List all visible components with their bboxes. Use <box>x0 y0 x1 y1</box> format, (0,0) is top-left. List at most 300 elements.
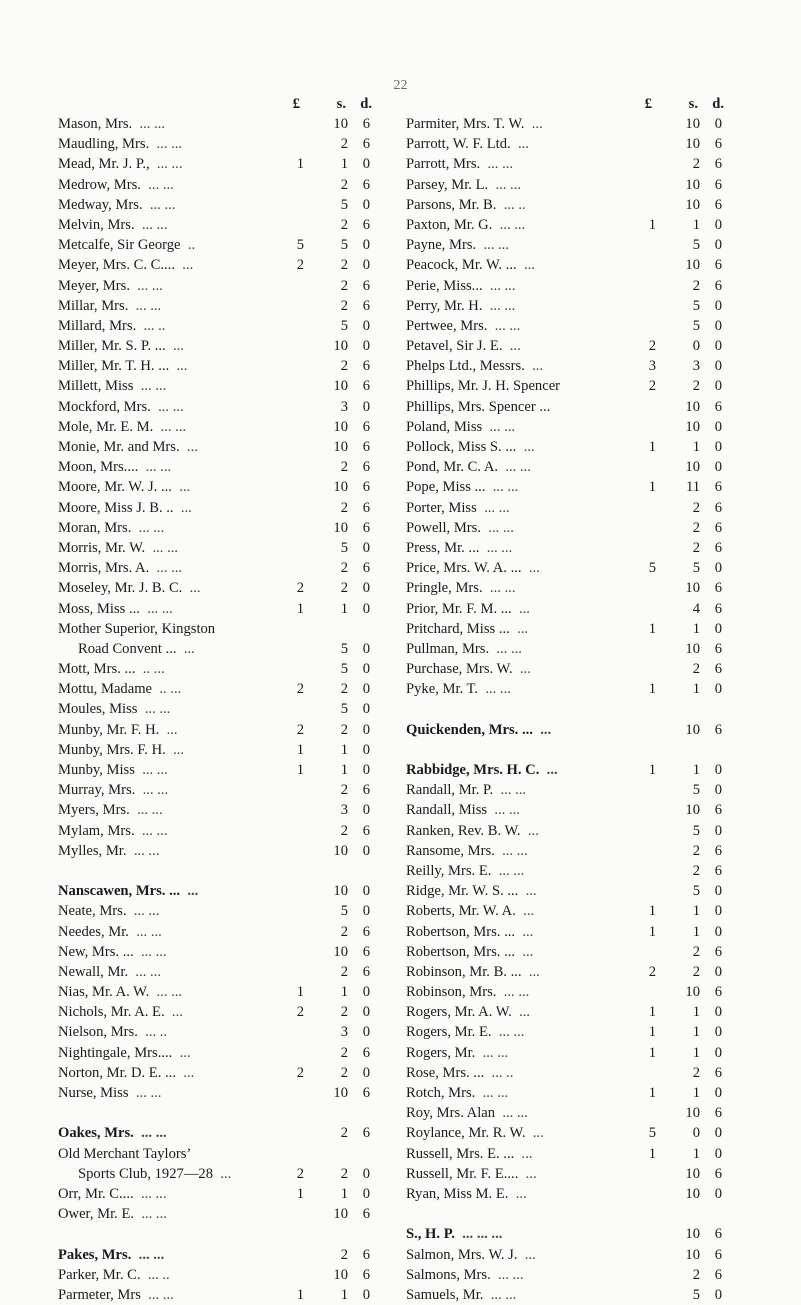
shillings-amount: 2 <box>340 257 348 274</box>
dot-leader: ... ... <box>128 963 161 980</box>
dot-leader: ... ... <box>476 237 509 254</box>
subscriber-row <box>406 417 746 437</box>
subscriber-name-text: Robertson, Mrs. ... <box>406 923 516 940</box>
shillings-amount: 5 <box>340 196 348 213</box>
dot-leader: ... ... <box>150 398 184 415</box>
subscriber-name <box>406 154 513 174</box>
dot-leader: ... ... <box>495 1105 528 1122</box>
pence-amount: 6 <box>714 156 722 173</box>
dot-leader: ... ... <box>134 1206 167 1223</box>
dot-leader: ... ... <box>140 1286 174 1303</box>
subscriber-name <box>58 1184 166 1204</box>
subscriber-name-text: Powell, Mrs. <box>406 519 481 536</box>
shillings-amount: 1 <box>692 1004 700 1021</box>
subscriber-name <box>406 276 515 296</box>
dot-leader: ... <box>516 439 535 455</box>
dot-leader: ... ... <box>138 459 172 476</box>
pounds-amount: 2 <box>296 681 304 698</box>
shillings-amount: 5 <box>340 701 348 718</box>
subscriber-name-text: Orr, Mr. C.... <box>58 1185 134 1202</box>
shillings-amount: 4 <box>692 600 700 617</box>
subscriber-name <box>58 659 165 679</box>
subscriber-name-text: Mason, Mrs. <box>58 116 133 132</box>
pounds-header: £ <box>292 96 300 112</box>
subscriber-name <box>406 215 525 235</box>
shillings-amount: 10 <box>685 398 700 415</box>
shillings-amount: 2 <box>340 963 348 980</box>
pence-amount: 0 <box>714 1024 722 1041</box>
subscriber-row <box>406 296 746 316</box>
subscriber-name <box>58 699 170 719</box>
dot-leader: ... <box>520 822 539 839</box>
subscriber-name <box>58 376 166 396</box>
pence-amount: 0 <box>362 741 370 758</box>
subscriber-name <box>406 1184 527 1204</box>
subscriber-name <box>406 518 514 538</box>
subscriber-name <box>58 336 184 356</box>
pence-amount: 6 <box>362 1085 370 1101</box>
subscriber-name-text: Payne, Mrs. <box>406 237 477 254</box>
pence-amount: 0 <box>714 963 722 980</box>
subscriber-name <box>406 800 520 820</box>
pence-amount: 0 <box>714 1145 722 1162</box>
pence-amount: 0 <box>362 1064 370 1081</box>
subscriber-name-text: Pope, Miss ... <box>406 479 486 496</box>
pence-amount: 6 <box>714 1105 722 1122</box>
dot-leader: ... ... <box>480 156 514 173</box>
subscriber-row <box>406 659 746 679</box>
pence-amount: 0 <box>714 762 722 778</box>
subscriber-name <box>406 1002 530 1022</box>
pence-amount: 6 <box>362 1044 370 1061</box>
subscriber-name-text: Perry, Mr. H. <box>406 297 483 314</box>
subscriber-row <box>406 518 746 538</box>
dot-leader: ... ... <box>498 459 531 476</box>
pence-amount: 0 <box>714 317 722 334</box>
pence-amount: 0 <box>714 1286 722 1303</box>
shillings-amount: 2 <box>340 499 348 516</box>
pence-amount: 0 <box>714 338 722 355</box>
dot-leader: ... ... <box>133 378 167 395</box>
dot-leader: ... <box>516 257 535 274</box>
pounds-amount: 5 <box>296 237 304 254</box>
shillings-amount: 1 <box>692 1085 700 1101</box>
pounds-amount: 1 <box>648 923 656 940</box>
subscriber-name-text: Miller, Mr. S. P. ... <box>58 338 166 355</box>
shillings-amount: 10 <box>685 580 700 597</box>
shillings-amount: 2 <box>692 842 700 859</box>
subscriber-name <box>406 1043 508 1063</box>
shillings-amount: 1 <box>692 762 700 778</box>
pence-amount: 0 <box>714 358 722 375</box>
pence-amount: 0 <box>362 600 370 617</box>
pence-amount: 6 <box>714 600 722 617</box>
pence-amount: 0 <box>362 762 370 778</box>
subscriber-row <box>58 881 388 901</box>
subscriber-row <box>58 599 388 619</box>
dot-leader: ... ... <box>134 216 168 233</box>
subscriber-row <box>406 982 746 1002</box>
pence-amount: 0 <box>714 782 722 799</box>
subscriber-name-text: Road Convent ... <box>78 640 177 657</box>
pence-amount: 6 <box>362 358 370 375</box>
subscriber-name-text: Roylance, Mr. R. W. <box>406 1125 526 1142</box>
dot-leader: ... ... <box>135 782 169 799</box>
pence-amount: 0 <box>362 721 370 738</box>
shillings-amount: 0 <box>692 1125 700 1142</box>
shillings-amount: 1 <box>340 156 348 173</box>
subscriber-row <box>58 518 388 538</box>
subscriber-name <box>58 316 165 336</box>
shillings-amount: 10 <box>685 1226 700 1243</box>
subscriber-name <box>406 760 558 780</box>
pence-amount: 6 <box>362 943 370 960</box>
pence-amount: 0 <box>362 883 370 900</box>
shillings-amount: 0 <box>692 338 700 355</box>
pounds-amount: 2 <box>648 963 656 980</box>
subscriber-name <box>58 942 167 962</box>
subscriber-name <box>58 639 195 659</box>
subscriber-name-text: Miller, Mr. T. H. ... <box>58 358 170 375</box>
subscriber-row <box>406 1103 746 1123</box>
subscriber-row <box>406 619 746 639</box>
subscriber-name-text: Ridge, Mr. W. S. ... <box>406 883 519 900</box>
subscriber-name-text: Parsey, Mr. L. <box>406 176 489 193</box>
shillings-amount: 1 <box>340 1286 348 1303</box>
subscriber-name-text: Mottu, Madame <box>58 681 153 698</box>
shillings-amount: 2 <box>692 156 700 173</box>
subscriber-row <box>406 134 746 154</box>
subscriber-name-text: Metcalfe, Sir George <box>58 237 181 254</box>
pence-amount: 0 <box>714 883 722 900</box>
subscriber-row <box>58 134 388 154</box>
dot-leader: ... <box>169 358 188 375</box>
dot-leader: ... <box>171 479 191 496</box>
subscriber-row <box>406 901 746 921</box>
subscriber-name-text: Ransome, Mrs. <box>406 842 495 859</box>
subscriber-row <box>58 720 388 740</box>
pence-amount: 0 <box>714 459 722 476</box>
dot-leader: ... ... <box>149 560 183 577</box>
pence-amount: 6 <box>362 418 370 435</box>
subscriber-row <box>58 538 388 558</box>
subscriber-name-text: Mole, Mr. E. M. <box>58 418 154 435</box>
subscriber-row <box>58 477 388 497</box>
pence-amount: 0 <box>714 620 722 637</box>
subscriber-name <box>58 922 162 942</box>
subscriber-name <box>58 1265 170 1285</box>
section-gap <box>58 861 388 881</box>
shillings-amount: 10 <box>685 1185 700 1202</box>
dot-leader: ... ... <box>126 842 160 859</box>
subscriber-name-text: Monie, Mr. and Mrs. <box>58 439 180 455</box>
dot-leader: ... ... <box>491 862 525 879</box>
subscriber-row <box>58 1022 388 1042</box>
subscriber-name <box>406 356 543 376</box>
subscriber-row <box>58 760 388 780</box>
subscriber-row <box>406 841 746 861</box>
subscriber-row <box>58 1184 388 1204</box>
pence-amount: 6 <box>362 297 370 314</box>
subscriber-name-text: Poland, Miss <box>406 418 483 435</box>
subscriber-name <box>406 780 526 800</box>
shillings-amount: 3 <box>340 802 348 819</box>
dot-leader: ... .. <box>137 1024 168 1041</box>
pence-amount: 6 <box>714 842 722 859</box>
subscriber-name <box>406 1164 537 1184</box>
subscriber-name-text: Nanscawen, Mrs. ... <box>58 883 181 900</box>
pence-amount: 0 <box>714 560 722 577</box>
subscriber-name-text: Parmiter, Mrs. T. W. <box>406 116 525 132</box>
dot-leader: ... ... <box>133 1185 167 1202</box>
subscriber-name <box>58 1144 191 1164</box>
pence-amount: 6 <box>362 782 370 799</box>
pence-amount: 6 <box>714 580 722 597</box>
shillings-amount: 5 <box>340 539 348 556</box>
subscriber-row <box>58 1265 388 1285</box>
subscriber-row <box>406 175 746 195</box>
shillings-amount: 2 <box>340 176 348 193</box>
subscriber-name-text: Ryan, Miss M. E. <box>406 1185 509 1202</box>
dot-leader: ... <box>180 883 199 900</box>
dot-leader: ... <box>510 136 529 153</box>
subscriber-name-text: Paxton, Mr. G. <box>406 216 493 233</box>
pounds-amount: 2 <box>648 338 656 355</box>
pounds-amount: 1 <box>296 1185 304 1202</box>
subscriber-name-text: Perie, Miss... <box>406 277 483 294</box>
dot-leader: ... <box>515 903 535 920</box>
subscriber-row <box>58 235 388 255</box>
shillings-amount: 5 <box>340 661 348 678</box>
shillings-amount: 2 <box>692 963 700 980</box>
subscriber-row <box>406 679 746 699</box>
subscriber-name <box>58 437 198 457</box>
subscriber-row <box>406 477 746 497</box>
subscriber-row <box>58 498 388 518</box>
subscriber-name <box>58 114 165 134</box>
dot-leader: ... ... <box>481 519 514 536</box>
subscriber-name-text: Pertwee, Mrs. <box>406 317 488 334</box>
pence-amount: 6 <box>362 116 370 132</box>
shillings-amount: 1 <box>340 741 348 758</box>
dot-leader: ... <box>165 741 185 758</box>
shillings-amount: 2 <box>692 1266 700 1283</box>
subscriber-row <box>406 255 746 275</box>
pence-amount: 6 <box>714 984 722 1001</box>
subscriber-name-text: Morris, Mrs. A. <box>58 560 150 577</box>
subscriber-name-text: Samuels, Mr. <box>406 1286 484 1303</box>
subscriber-row <box>58 558 388 578</box>
dot-leader: ... <box>515 943 534 960</box>
dot-leader: ... <box>521 560 540 577</box>
subscriber-name <box>58 619 215 639</box>
shillings-amount: 10 <box>333 943 348 960</box>
subscriber-name-text: Mockford, Mrs. <box>58 398 151 415</box>
subscriber-row <box>406 599 746 619</box>
pence-amount: 6 <box>714 277 722 294</box>
subscriber-name-text: Prior, Mr. F. M. ... <box>406 600 512 617</box>
subscriber-name-text: Pritchard, Miss ... <box>406 620 510 637</box>
dot-leader: ... <box>175 1064 195 1081</box>
shillings-amount: 1 <box>692 681 700 698</box>
shillings-amount: 1 <box>692 903 700 920</box>
left-column-header <box>58 92 388 114</box>
subscriber-name <box>406 659 531 679</box>
subscriber-row <box>58 619 388 639</box>
pence-amount: 0 <box>362 1004 370 1021</box>
pounds-amount: 1 <box>296 741 304 758</box>
subscriber-name <box>406 195 526 215</box>
subscriber-name <box>406 578 515 598</box>
shillings-amount: 2 <box>340 1165 348 1182</box>
shillings-amount: 10 <box>685 802 700 819</box>
subscriber-name-text: Moseley, Mr. J. B. C. <box>58 580 183 597</box>
dot-leader: .. <box>180 237 196 254</box>
subscriber-row <box>406 276 746 296</box>
dot-leader: ... <box>176 640 195 657</box>
pence-amount: 6 <box>714 539 722 556</box>
subscriber-name-text: Pond, Mr. C. A. <box>406 459 499 476</box>
subscriber-row <box>406 922 746 942</box>
pounds-amount: 1 <box>296 762 304 778</box>
subscriber-row <box>406 881 746 901</box>
pence-amount: 6 <box>714 176 722 193</box>
subscriber-name-text: Reilly, Mrs. E. <box>406 862 492 879</box>
shillings-amount: 2 <box>340 1064 348 1081</box>
shillings-amount: 5 <box>340 237 348 254</box>
subscriber-name <box>58 397 184 417</box>
subscriber-row <box>406 397 746 417</box>
dot-leader: ... ... <box>134 822 168 839</box>
subscriber-name <box>406 316 520 336</box>
shillings-amount: 10 <box>333 883 348 900</box>
subscriber-name <box>58 558 182 578</box>
pence-header: d. <box>360 96 372 112</box>
shillings-amount: 1 <box>340 600 348 617</box>
subscriber-name <box>406 1144 533 1164</box>
dot-leader: ... ... <box>133 1125 167 1142</box>
subscriber-name <box>406 679 511 699</box>
pence-amount: 6 <box>362 479 370 496</box>
subscriber-name <box>58 175 174 195</box>
subscriber-name <box>406 841 528 861</box>
dot-leader: ... ... <box>131 1246 165 1263</box>
subscriber-name <box>406 376 560 396</box>
subscriber-name-text: Parmeter, Mrs <box>58 1286 141 1303</box>
subscriber-name <box>406 619 528 639</box>
dot-leader: ... ... <box>149 984 183 1001</box>
subscriber-row <box>406 1224 746 1244</box>
subscriber-name <box>58 134 182 154</box>
right-subscriber-list <box>406 114 746 1305</box>
pence-amount: 0 <box>714 1004 722 1021</box>
dot-leader: ... .. <box>484 1064 514 1081</box>
subscriber-name-text: Murray, Mrs. <box>58 782 136 799</box>
subscriber-name-text: Mott, Mrs. ... <box>58 661 136 678</box>
pounds-amount: 1 <box>648 1044 656 1061</box>
pence-amount: 6 <box>714 479 722 496</box>
dot-leader: ... <box>511 600 530 617</box>
subscriber-row <box>58 901 388 921</box>
section-gap <box>406 740 746 760</box>
subscriber-name <box>406 417 515 437</box>
subscriber-name <box>58 276 163 296</box>
subscriber-name-text: Phillips, Mrs. Spencer ... <box>406 398 551 415</box>
pence-amount: 6 <box>362 277 370 294</box>
subscriber-row <box>58 922 388 942</box>
pounds-amount: 2 <box>296 257 304 274</box>
subscriber-name-text: S., H. P. <box>406 1226 455 1243</box>
subscriber-name-text: Pollock, Miss S. ... <box>406 439 517 455</box>
dot-leader: ... .. <box>496 196 526 213</box>
dot-leader: ... <box>524 358 544 375</box>
subscriber-row <box>406 1123 746 1143</box>
subscriber-name <box>58 881 198 901</box>
pounds-amount: 2 <box>296 580 304 597</box>
dot-leader: ... <box>508 1185 527 1202</box>
dot-leader: ... .. <box>140 1266 170 1283</box>
pounds-amount: 1 <box>648 681 656 698</box>
shillings-amount: 2 <box>340 923 348 940</box>
dot-leader: ... <box>539 762 558 778</box>
shillings-amount: 2 <box>340 1125 348 1142</box>
pence-amount: 6 <box>362 176 370 193</box>
subscriber-name-text: Moon, Mrs.... <box>58 459 139 476</box>
pence-amount: 6 <box>362 1206 370 1223</box>
dot-leader: ... ... <box>494 842 528 859</box>
pence-amount: 0 <box>362 398 370 415</box>
subscriber-name-text: Oakes, Mrs. <box>58 1125 134 1142</box>
shillings-amount: 5 <box>692 297 700 314</box>
subscriber-row <box>406 1184 746 1204</box>
subscriber-row <box>406 800 746 820</box>
pounds-amount: 2 <box>296 1064 304 1081</box>
subscriber-name <box>58 457 171 477</box>
shillings-amount: 1 <box>692 1145 700 1162</box>
pounds-amount: 5 <box>648 1125 656 1142</box>
subscriber-name-text: Rabbidge, Mrs. H. C. <box>406 762 540 778</box>
subscriber-row <box>58 1002 388 1022</box>
dot-leader: ... <box>511 1004 531 1021</box>
dot-leader: ... <box>165 338 184 355</box>
pence-amount: 0 <box>362 701 370 718</box>
subscriber-name <box>406 1103 528 1123</box>
subscriber-name-text: Medway, Mrs. <box>58 196 143 213</box>
shillings-amount: 2 <box>340 560 348 577</box>
dot-leader: ... <box>159 721 178 738</box>
subscriber-name <box>58 982 182 1002</box>
subscriber-name <box>406 639 522 659</box>
pence-amount: 0 <box>714 1185 722 1202</box>
subscriber-name-text: Salmons, Mrs. <box>406 1266 491 1283</box>
subscriber-row <box>406 1043 746 1063</box>
subscriber-name-text: Medrow, Mrs. <box>58 176 141 193</box>
subscriber-name-text: Myers, Mrs. <box>58 802 130 819</box>
subscriber-row <box>406 1083 746 1103</box>
subscriber-name-text: Mylam, Mrs. <box>58 822 135 839</box>
subscriber-name-text: Moore, Miss J. B. .. <box>58 499 174 516</box>
pounds-amount: 1 <box>648 1145 656 1162</box>
subscriber-name-text: Robinson, Mr. B. ... <box>406 963 522 980</box>
subscriber-row <box>406 558 746 578</box>
shillings-amount: 10 <box>333 479 348 496</box>
dot-leader: ... ... <box>131 519 165 536</box>
pounds-amount: 1 <box>296 1286 304 1303</box>
subscriber-name-text: Nightingale, Mrs.... <box>58 1044 173 1061</box>
pence-amount: 6 <box>362 963 370 980</box>
dot-leader: ... ... <box>491 1024 525 1041</box>
pence-amount: 0 <box>362 661 370 678</box>
